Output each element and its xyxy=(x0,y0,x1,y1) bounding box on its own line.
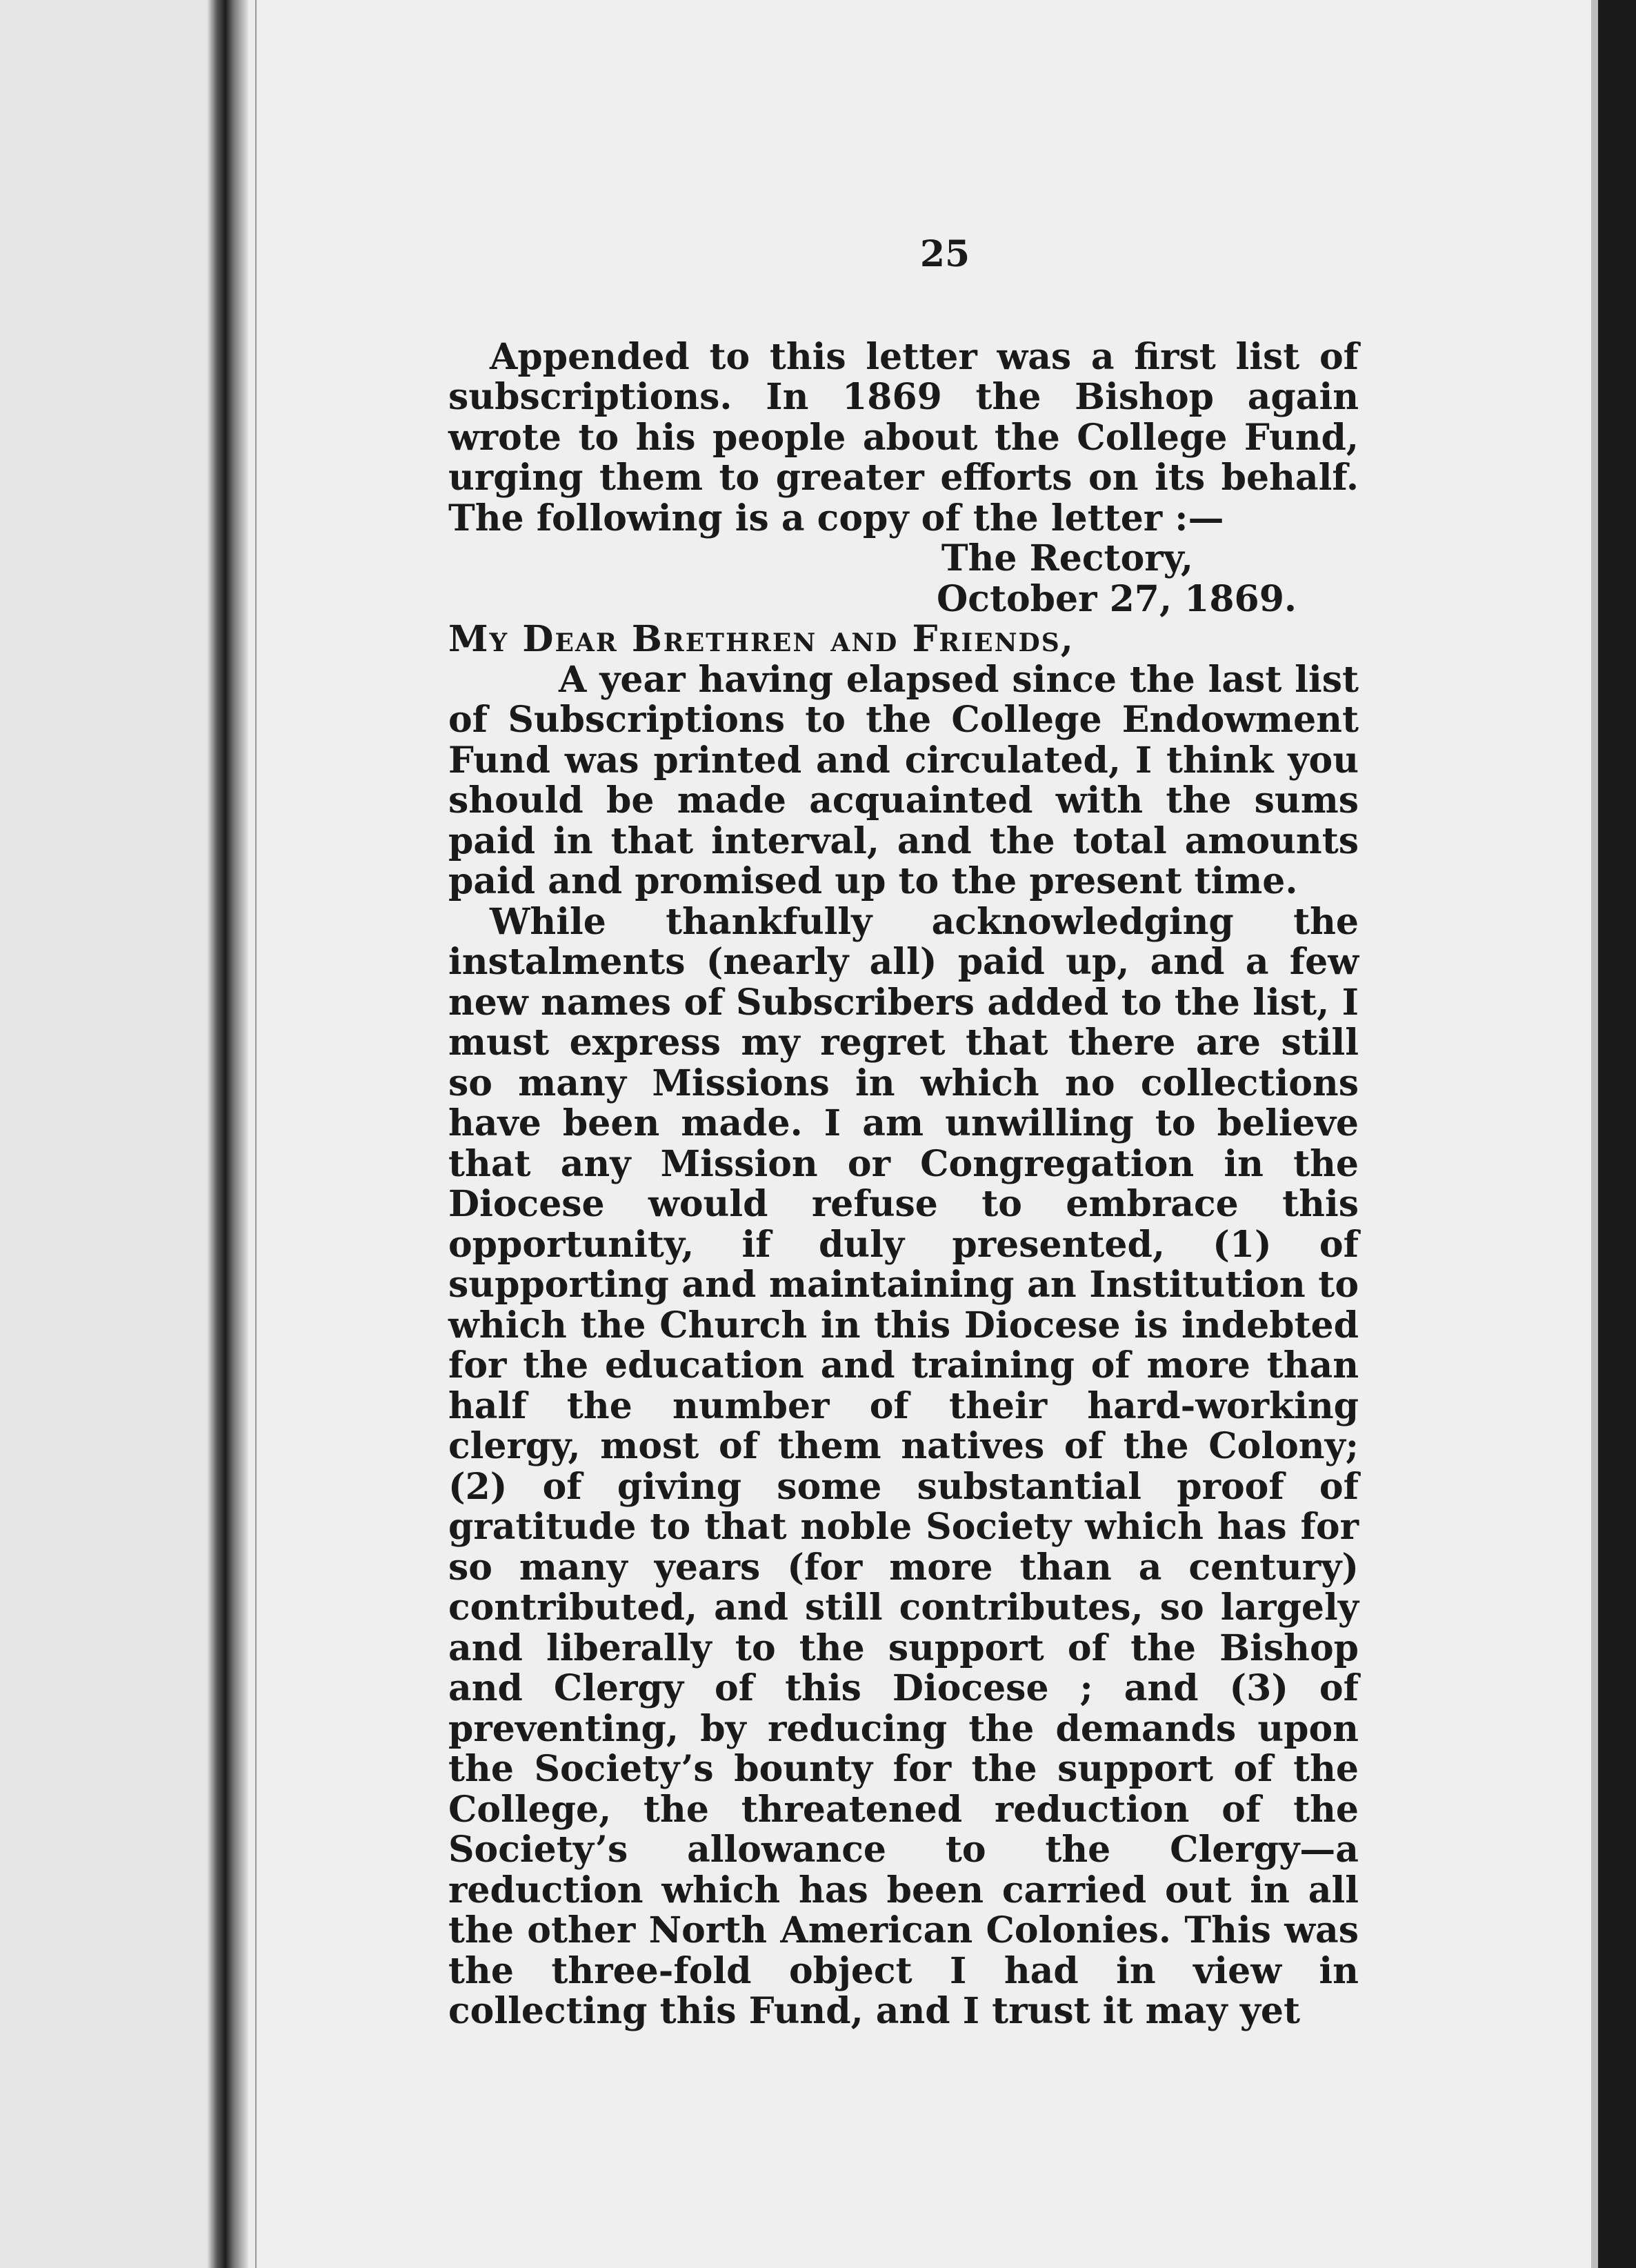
right-dark-border xyxy=(1598,0,1636,2268)
page-edge xyxy=(1591,0,1598,2268)
letter-place: The Rectory, xyxy=(941,537,1193,579)
book-binding xyxy=(207,0,248,2268)
letter-salutation: My Dear Brethren and Friends, xyxy=(448,618,1075,660)
letter-date: October 27, 1869. xyxy=(936,577,1297,620)
intro-paragraph: Appended to this letter was a first list of subscriptions. In 1869 the Bishop again wrote to his people about the College Fund, urging them to greater efforts on its behalf. The following is a copy of the letter :— xyxy=(448,335,1359,539)
page-number: 25 xyxy=(919,233,970,275)
letter-paragraph: While thankfully acknowledging the instalments (nearly all) paid up, and a few new names of Subscribers added to the list, I must express my regret that there are still so many Missions in which no collections have been made. I am unwilling to believe that any Mission or Congregation in the Diocese would refuse to embrace this opportunity, if duly presented, (1) of supporting and maintaining an Institution to which the Church in this Diocese is indebted for the education and training of more than half the number of their hard-working clergy, most of them natives of the Colony; (2) of giving some substantial proof of gratitude to that noble Society which has for so many years (for more than a century) contributed, and still contributes, so largely and liberally to the support of the Bishop and Clergy of this Diocese ; and (3) of preventing, by reducing the demands upon the Society’s bounty for the support of the College, the threatened reduction of the Society’s allowance to the Clergy—a reduction which has been carried out in all the other North American Colonies. This was the three-fold object I had in view in collecting this Fund, and I trust it may yet xyxy=(448,900,1359,2032)
left-margin xyxy=(0,0,207,2268)
letter-paragraph: A year having elapsed since the last list of Subscriptions to the College Endowment Fund was printed and circulated, I think you should be made acquainted with the sums paid in that interval, and the total amounts paid and promised up to the present time. xyxy=(448,658,1359,902)
page-text xyxy=(448,235,1359,2032)
